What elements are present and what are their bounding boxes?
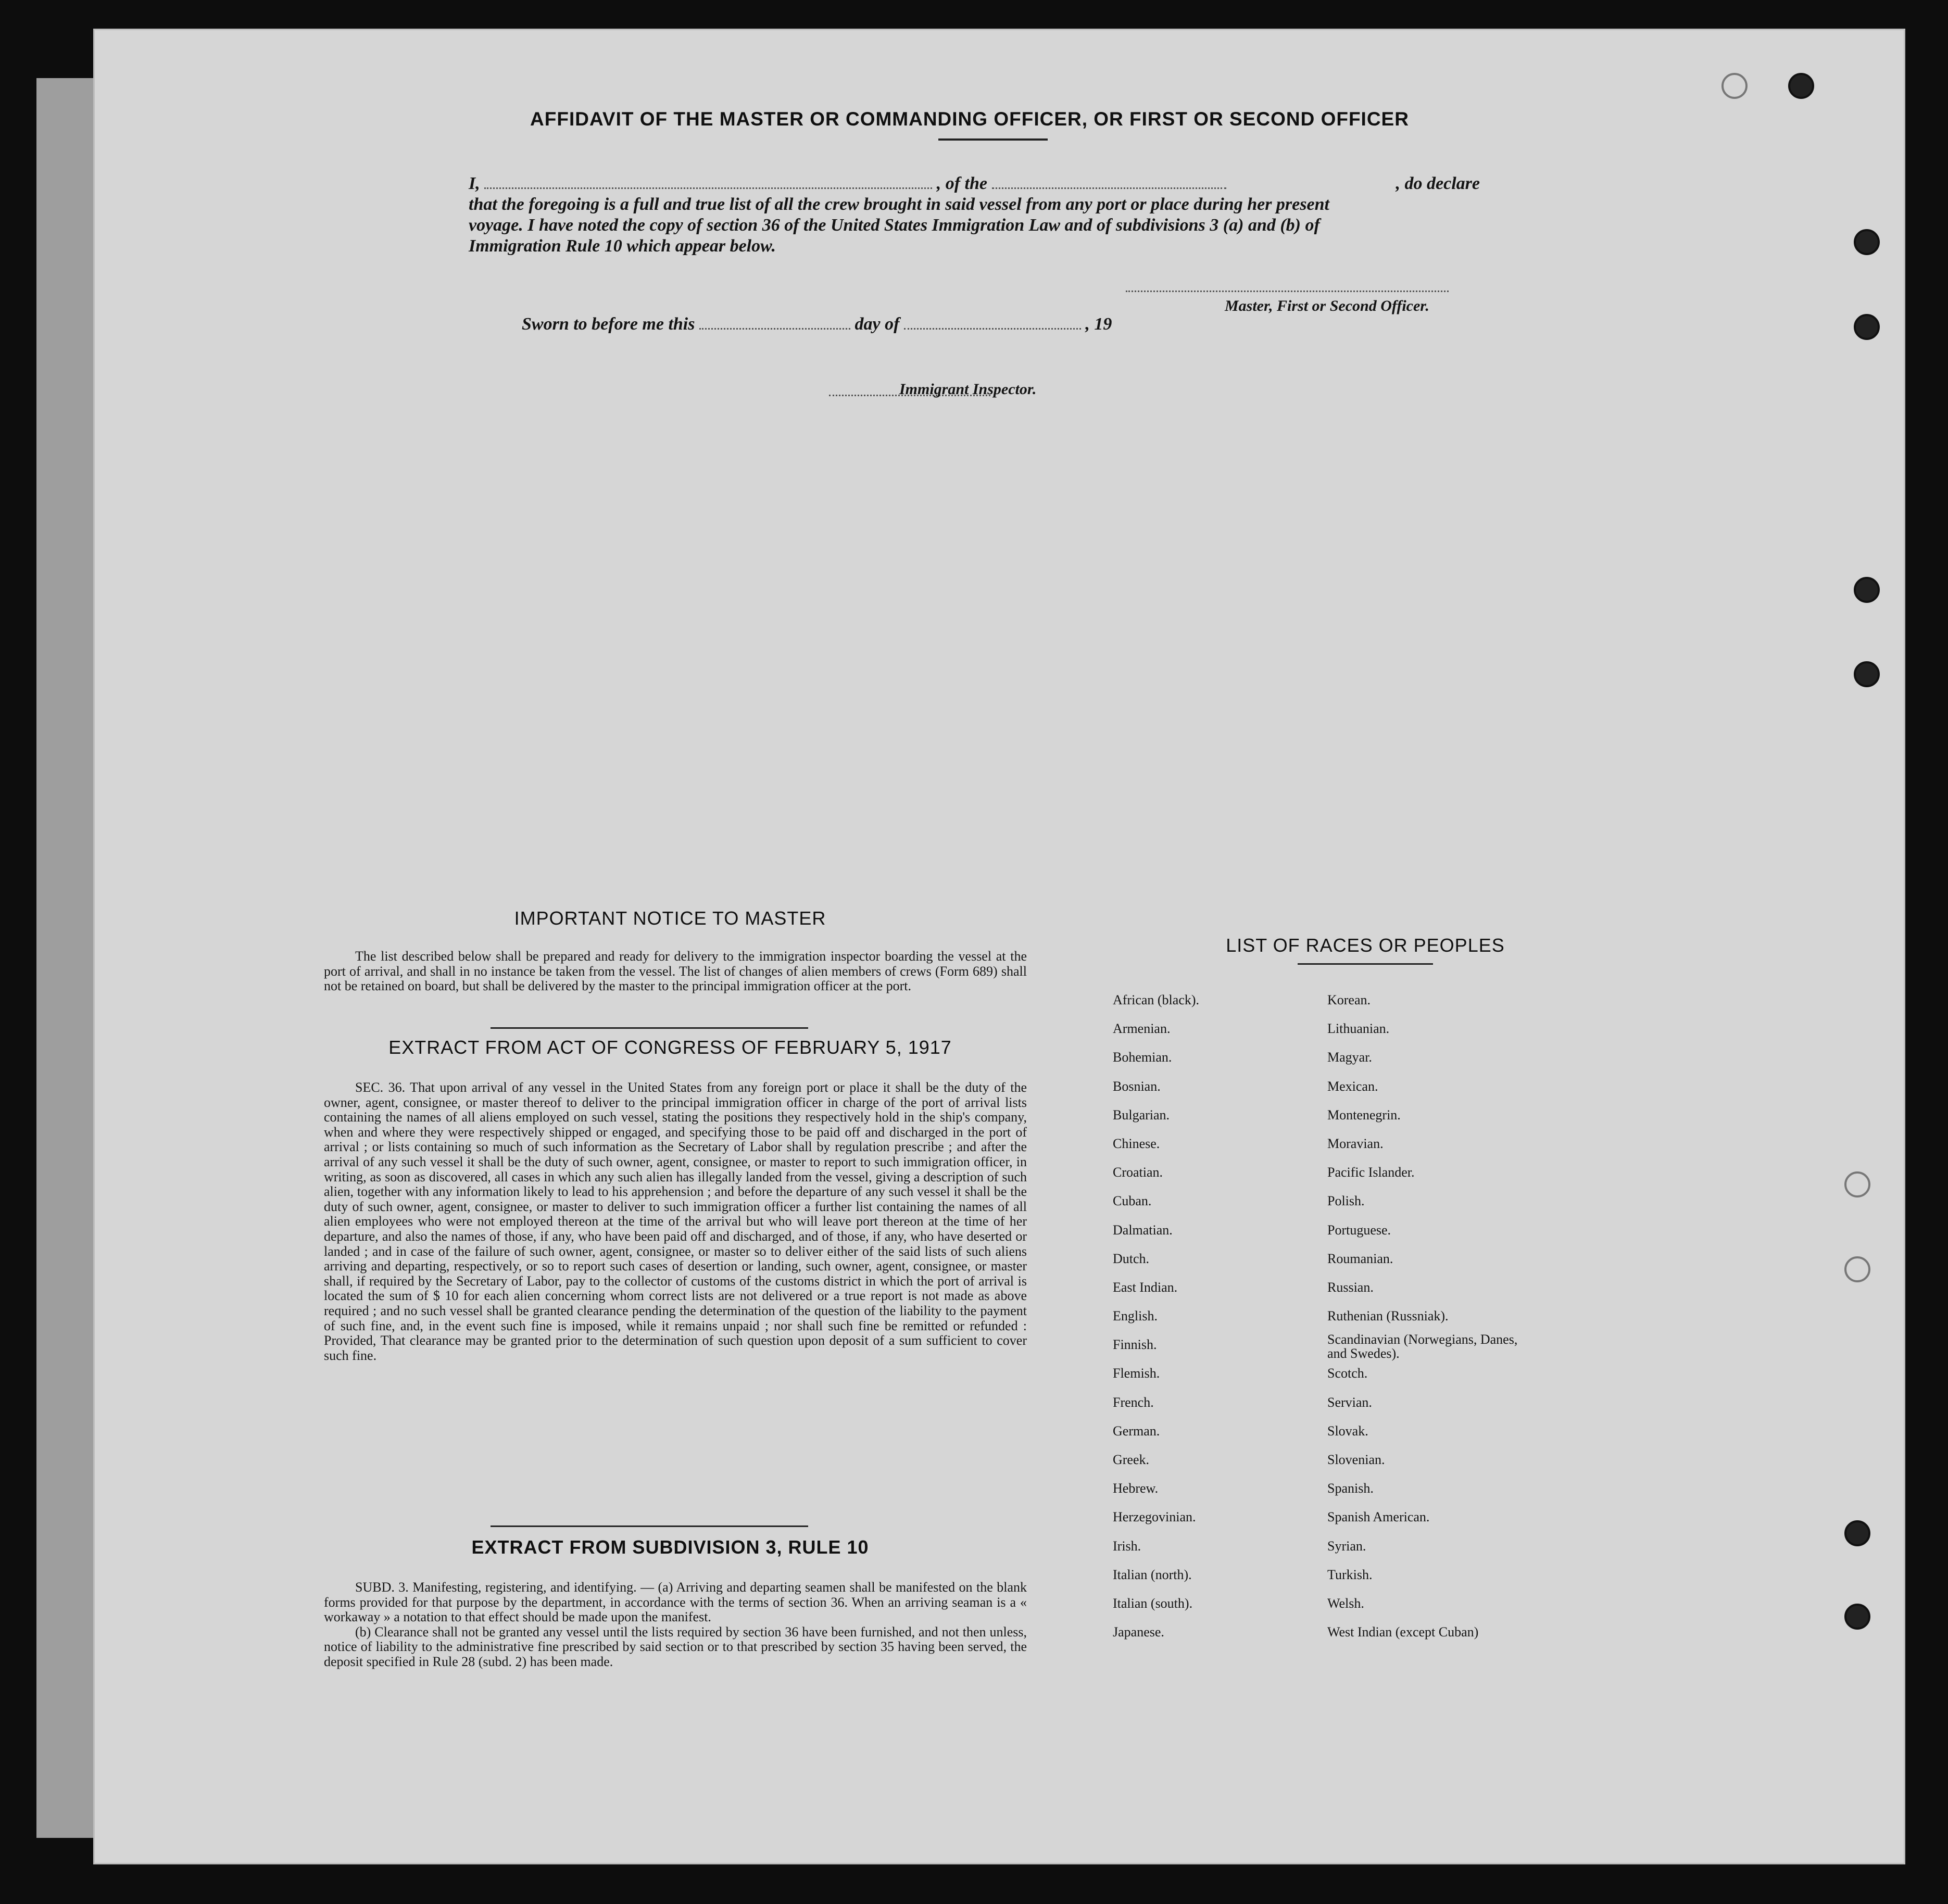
race-item: Scandinavian (Norwegians, Danes, and Swedes). (1327, 1332, 1518, 1361)
affidavit-declare: , do declare (1396, 174, 1480, 193)
race-item: Croatian. (1113, 1165, 1163, 1180)
race-item: Irish. (1113, 1538, 1141, 1554)
notice-title: IMPORTANT NOTICE TO MASTER (514, 907, 826, 929)
race-item: Bosnian. (1113, 1078, 1161, 1094)
race-item: Welsh. (1327, 1595, 1364, 1611)
race-item: Polish. (1327, 1193, 1365, 1209)
master-signature-label: Master, First or Second Officer. (1225, 297, 1429, 314)
rule-text (324, 1580, 1027, 1670)
act-text (324, 1080, 1027, 1363)
affidavit-line4: Immigration Rule 10 which appear below. (469, 236, 776, 256)
notice-rule (491, 1027, 808, 1029)
race-item: French. (1113, 1394, 1154, 1410)
binder-hole (1854, 661, 1880, 687)
race-item: Pacific Islander. (1327, 1165, 1415, 1180)
race-item: Servian. (1327, 1394, 1372, 1410)
rule-title: EXTRACT FROM SUBDIVISION 3, RULE 10 (471, 1536, 869, 1558)
act-rule (491, 1525, 808, 1527)
document-page (95, 30, 1904, 1863)
race-item: Spanish American. (1327, 1509, 1430, 1525)
races-left-column (1113, 986, 1199, 1646)
race-item: Cuban. (1113, 1193, 1152, 1209)
sworn-day-of: day of (854, 314, 900, 334)
binder-hole (1844, 1520, 1870, 1546)
race-item: Syrian. (1327, 1538, 1366, 1554)
race-item: Japanese. (1113, 1624, 1164, 1640)
race-item: Herzegovinian. (1113, 1509, 1196, 1525)
race-item: Italian (north). (1113, 1567, 1192, 1582)
race-item: Spanish. (1327, 1481, 1374, 1496)
affidavit-title: AFFIDAVIT OF THE MASTER OR COMMANDING OFFICER, OR FIRST OR SECOND OFFICER (530, 108, 1409, 130)
race-item: Lithuanian. (1327, 1021, 1390, 1037)
notice-paragraph: The list described below shall be prepared and ready for delivery to the immigration inspector boarding the vessel at the port of arrival, and shall in no instance be taken from the vessel. The list of changes of alien members of crews (Form 689) shall not be retained on board, but shall be delivered by the master to the principal immigration officer at the port. (324, 949, 1027, 994)
sworn-year: , 19 (1085, 314, 1112, 334)
race-item: Russian. (1327, 1279, 1374, 1295)
race-item: Roumanian. (1327, 1251, 1393, 1266)
race-item: Bohemian. (1113, 1050, 1172, 1065)
race-item: Slovenian. (1327, 1452, 1385, 1467)
race-item: East Indian. (1113, 1279, 1178, 1295)
act-paragraph: SEC. 36. That upon arrival of any vessel in the United States from any foreign port or place it shall be the duty of the owner, agent, consignee, or master thereof to deliver to the principal immigration officer in charge of the port of arrival lists containing the names of all aliens employed on such vessel, stating the positions they respectively hold in the ship's company, when and where they were respectively shipped or engaged, and specifying those to be paid off and discharged in the port of arrival ; or lists containing so much of such information as the Secretary of Labor shall by regulation prescribe ; and after the arrival of any such vessel it shall be the duty of such owner, agent, consignee, or master to report to such immigration officer, in writing, as soon as discovered, all cases in which any such alien has illegally landed from the vessel, giving a description of such alien, together with any information likely to lead to his apprehension ; and before the departure of any such vessel it shall be the duty of such owner, agent, consignee, or master to deliver to such immigration officer a further list containing the names of all alien employees who were not employed thereon at the time of the arrival but who will leave port thereon at the time of her departure, and also the names of those, if any, who have been paid off and discharged, and of those, if any, who have deserted or landed ; and in case of the failure of such owner, agent, consignee, or master so to deliver either of the said lists of such aliens arriving and departing, respectively, or so to report such cases of desertion or landing, such owner, agent, consignee, or master shall, if required by the Secretary of Labor, pay to the collector of customs of the customs district in which the port of arrival is located the sum of $ 10 for each alien concerning whom correct lists are not delivered or a true report is not made as above required ; and no such vessel shall be granted clearance pending the determination of the question of the liability to the payment of such fine, and, in the event such fine is imposed, while it remains unpaid ; nor shall such fine be remitted or refunded : Provided, That clearance may be granted prior to the determination of such question upon deposit of a sum sufficient to cover such fine. (324, 1080, 1027, 1363)
race-item: Dalmatian. (1113, 1222, 1173, 1238)
race-item: Finnish. (1113, 1337, 1157, 1353)
race-item: Turkish. (1327, 1567, 1373, 1582)
act-title: EXTRACT FROM ACT OF CONGRESS OF FEBRUARY 5, 1917 (388, 1037, 952, 1058)
races-rule (1298, 963, 1433, 965)
affidavit-i: I, (469, 174, 480, 193)
inspector-label: Immigrant Inspector. (899, 381, 1037, 398)
day-blank[interactable] (699, 328, 850, 330)
race-item: German. (1113, 1423, 1160, 1439)
vessel-blank[interactable] (992, 187, 1226, 189)
race-item: Bulgarian. (1113, 1107, 1170, 1123)
race-item: English. (1113, 1308, 1158, 1324)
name-blank[interactable] (484, 187, 932, 189)
binder-hole (1844, 1171, 1870, 1197)
race-item: Scotch. (1327, 1366, 1368, 1381)
affidavit-of-the: , of the (936, 174, 988, 193)
race-item: Ruthenian (Russniak). (1327, 1308, 1449, 1324)
affidavit-line2: that the foregoing is a full and true list of all the crew brought in said vessel from any port or place during her present (469, 195, 1329, 214)
affidavit-line3: voyage. I have noted the copy of section 36 of the United States Immigration Law and of subdivisions 3 (a) and (b) of (469, 216, 1320, 235)
rule-paragraph-b: (b) Clearance shall not be granted any vessel until the lists required by section 36 have been furnished, and not then unless, notice of liability to the administrative fine prescribed by said section or to that prescribed by section 35 having been served, the deposit specified in Rule 28 (subd. 2) has been made. (324, 1624, 1027, 1669)
binder-hole (1854, 229, 1880, 255)
month-blank[interactable] (904, 328, 1081, 330)
race-item: Flemish. (1113, 1366, 1160, 1381)
binder-hole (1721, 73, 1748, 99)
underlying-page-edge (36, 78, 96, 1838)
race-item: Moravian. (1327, 1136, 1384, 1151)
sworn-line (522, 314, 1112, 335)
race-item: Italian (south). (1113, 1595, 1193, 1611)
race-item: Slovak. (1327, 1423, 1368, 1439)
affidavit-title-rule (938, 138, 1048, 141)
race-item: Mexican. (1327, 1078, 1378, 1094)
binder-hole (1854, 577, 1880, 603)
race-item: African (black). (1113, 992, 1200, 1007)
notice-text (324, 949, 1027, 994)
race-item: Portuguese. (1327, 1222, 1391, 1238)
binder-hole (1788, 73, 1814, 99)
binder-hole (1854, 314, 1880, 340)
races-title: LIST OF RACES OR PEOPLES (1226, 935, 1505, 956)
race-item: Dutch. (1113, 1251, 1150, 1266)
race-item: Magyar. (1327, 1050, 1372, 1065)
race-item: Montenegrin. (1327, 1107, 1401, 1123)
rule-paragraph-a: SUBD. 3. Manifesting, registering, and identifying. — (a) Arriving and departing seamen shall be manifested on the blank forms provided for that purpose by the department, in accordance with the terms of section 36. When an arriving seaman is a « workaway » a notation to that effect should be made upon the manifest. (324, 1580, 1027, 1625)
affidavit-line1 (469, 173, 1480, 194)
binder-hole (1844, 1604, 1870, 1630)
race-item: Greek. (1113, 1452, 1150, 1467)
master-signature-blank[interactable] (1126, 291, 1449, 292)
sworn-prefix: Sworn to before me this (522, 314, 695, 334)
races-right-column (1327, 986, 1525, 1646)
race-item: Korean. (1327, 992, 1371, 1007)
binder-hole (1844, 1256, 1870, 1282)
race-item: Hebrew. (1113, 1481, 1159, 1496)
race-item: Chinese. (1113, 1136, 1160, 1151)
race-item: Armenian. (1113, 1021, 1171, 1037)
race-item: West Indian (except Cuban) (1327, 1624, 1479, 1640)
